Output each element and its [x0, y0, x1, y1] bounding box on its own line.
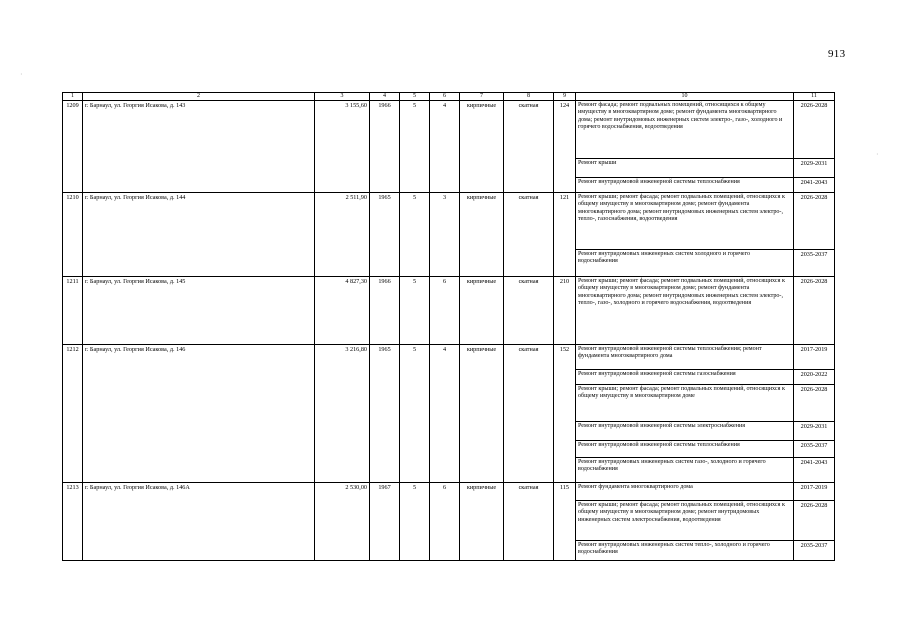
- table-row: [63, 101, 835, 159]
- column-number: 1: [63, 93, 83, 101]
- building-area: 4 827,30: [315, 277, 370, 345]
- work-description: Ремонт крыши; ремонт фасада; ремонт подвальных помещений, относящихся к общему имуществу в многоквартирном доме; ремонт фундамента многоквартирного дома; ремонт внутридомовых инженерных систем электро-, тепло-, газоснабжения, водоотведения: [576, 193, 794, 250]
- table-row: [63, 345, 835, 370]
- work-description: Ремонт внутридомовой инженерной системы газоснабжения: [576, 370, 794, 385]
- work-description: Ремонт внутридомовой инженерной системы теплоснабжения: [576, 441, 794, 458]
- building-floors: 5: [400, 277, 430, 345]
- column-number-row: [63, 93, 835, 101]
- column-number: 6: [430, 93, 460, 101]
- work-term: 2035-2037: [794, 541, 835, 561]
- building-floors: 5: [400, 193, 430, 277]
- column-number: 7: [460, 93, 504, 101]
- building-entrances: 4: [430, 345, 460, 483]
- work-term: 2029-2031: [794, 422, 835, 441]
- building-year: 1965: [370, 193, 400, 277]
- building-year: 1965: [370, 345, 400, 483]
- building-floors: 5: [400, 483, 430, 561]
- roof-type: скатная: [504, 277, 554, 345]
- building-entrances: 6: [430, 483, 460, 561]
- work-description: Ремонт внутридомовой инженерной системы электроснабжения: [576, 422, 794, 441]
- roof-type: скатная: [504, 101, 554, 193]
- work-term: 2026-2028: [794, 385, 835, 422]
- wall-material: кирпичные: [460, 277, 504, 345]
- column-number: 5: [400, 93, 430, 101]
- column-9-value: 121: [554, 193, 576, 277]
- roof-type: скатная: [504, 345, 554, 483]
- work-description: Ремонт фасада; ремонт подвальных помещений, относящихся к общему имуществу в многоквартирном доме; ремонт фундамента многоквартирного дома; ремонт внутридомовых инженерных систем электро-, газо-, холодного и горячего водоснабжения, водоотведения: [576, 101, 794, 159]
- table-row: [63, 193, 835, 250]
- roof-type: скатная: [504, 483, 554, 561]
- work-term: 2026-2028: [794, 501, 835, 541]
- work-description: Ремонт фундамента многоквартирного дома: [576, 483, 794, 501]
- work-description: Ремонт внутридомовых инженерных систем газо-, холодного и горячего водоснабжения: [576, 458, 794, 483]
- building-address: г. Барнаул, ул. Георгия Исакова, д. 143: [83, 101, 315, 193]
- table-row: [63, 483, 835, 501]
- work-term: 2041-2043: [794, 178, 835, 193]
- building-year: 1967: [370, 483, 400, 561]
- work-description: Ремонт крыши: [576, 159, 794, 178]
- column-number: 9: [554, 93, 576, 101]
- work-description: Ремонт крыши; ремонт фасада; ремонт подвальных помещений, относящихся к общему имуществу в многоквартирном доме; ремонт фундамента многоквартирного дома; ремонт внутридомовых инженерных систем электро-, тепло-, газо-, холодного и горячего водоснабжения, водоотведения: [576, 277, 794, 345]
- work-term: 2020-2022: [794, 370, 835, 385]
- work-term: 2035-2037: [794, 441, 835, 458]
- building-year: 1966: [370, 101, 400, 193]
- work-description: Ремонт крыши; ремонт фасада; ремонт подвальных помещений, относящихся к общему имуществу в многоквартирном доме; ремонт внутридомовых инженерных систем электроснабжения, водоотведения: [576, 501, 794, 541]
- building-floors: 5: [400, 345, 430, 483]
- building-address: г. Барнаул, ул. Георгия Исакова, д. 145: [83, 277, 315, 345]
- work-term: 2035-2037: [794, 250, 835, 277]
- column-9-value: 210: [554, 277, 576, 345]
- housing-register-table: [62, 92, 835, 561]
- wall-material: кирпичные: [460, 193, 504, 277]
- work-description: Ремонт крыши; ремонт фасада; ремонт подвальных помещений, относящихся к общему имуществу в многоквартирном доме: [576, 385, 794, 422]
- work-term: 2017-2019: [794, 483, 835, 501]
- building-number: 1212: [63, 345, 83, 483]
- column-number: 4: [370, 93, 400, 101]
- work-term: 2017-2019: [794, 345, 835, 370]
- wall-material: кирпичные: [460, 101, 504, 193]
- work-term: 2026-2028: [794, 101, 835, 159]
- column-number: 8: [504, 93, 554, 101]
- building-number: 1211: [63, 277, 83, 345]
- building-address: г. Барнаул, ул. Георгия Исакова, д. 144: [83, 193, 315, 277]
- page-number: 913: [828, 48, 846, 60]
- scan-mark: ·: [20, 70, 23, 79]
- building-address: г. Барнаул, ул. Георгия Исакова, д. 146: [83, 345, 315, 483]
- column-number: 11: [794, 93, 835, 101]
- building-floors: 5: [400, 101, 430, 193]
- building-area: 3 155,60: [315, 101, 370, 193]
- work-description: Ремонт внутридомовых инженерных систем тепло-, холодного и горячего водоснабжения: [576, 541, 794, 561]
- building-year: 1966: [370, 277, 400, 345]
- column-9-value: 115: [554, 483, 576, 561]
- work-description: Ремонт внутридомовой инженерной системы теплоснабжения; ремонт фундамента многоквартирного дома: [576, 345, 794, 370]
- building-number: 1209: [63, 101, 83, 193]
- work-term: 2029-2031: [794, 159, 835, 178]
- building-number: 1210: [63, 193, 83, 277]
- scan-mark: ·: [876, 150, 879, 159]
- building-address: г. Барнаул, ул. Георгия Исакова, д. 146А: [83, 483, 315, 561]
- column-number: 10: [576, 93, 794, 101]
- building-area: 2 530,00: [315, 483, 370, 561]
- table-body: [63, 93, 835, 561]
- column-9-value: 152: [554, 345, 576, 483]
- building-entrances: 4: [430, 101, 460, 193]
- work-term: 2026-2028: [794, 193, 835, 250]
- column-9-value: 124: [554, 101, 576, 193]
- building-entrances: 6: [430, 277, 460, 345]
- column-number: 2: [83, 93, 315, 101]
- table-row: [63, 277, 835, 345]
- building-number: 1213: [63, 483, 83, 561]
- work-description: Ремонт внутридомовой инженерной системы теплоснабжения: [576, 178, 794, 193]
- column-number: 3: [315, 93, 370, 101]
- building-area: 3 216,80: [315, 345, 370, 483]
- wall-material: кирпичные: [460, 345, 504, 483]
- work-description: Ремонт внутридомовых инженерных систем холодного и горячего водоснабжения: [576, 250, 794, 277]
- work-term: 2041-2043: [794, 458, 835, 483]
- wall-material: кирпичные: [460, 483, 504, 561]
- building-area: 2 511,90: [315, 193, 370, 277]
- building-entrances: 3: [430, 193, 460, 277]
- work-term: 2026-2028: [794, 277, 835, 345]
- roof-type: скатная: [504, 193, 554, 277]
